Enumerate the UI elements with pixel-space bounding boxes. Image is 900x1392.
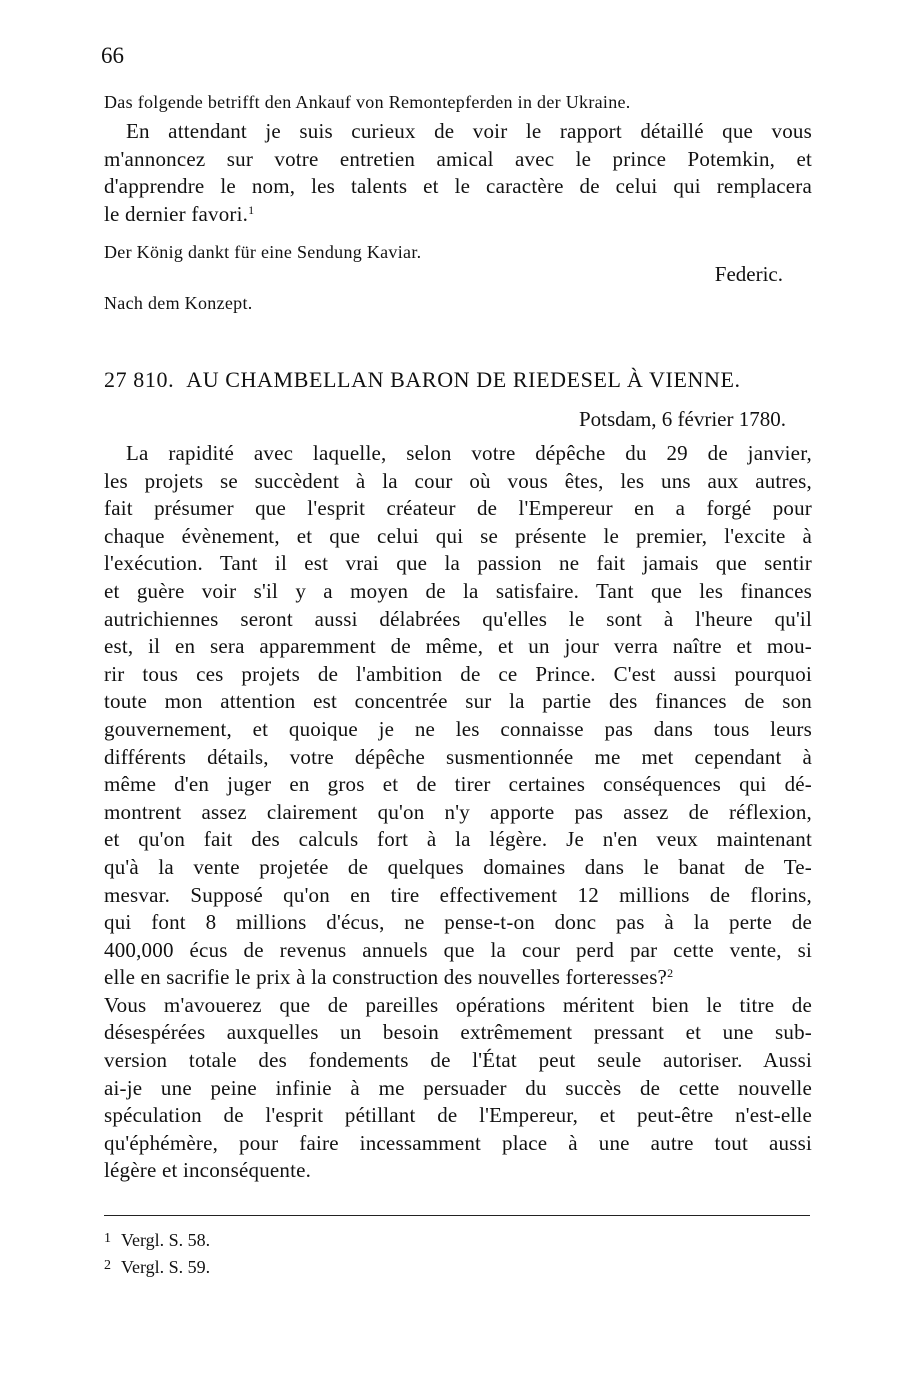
footnote-item (104, 1226, 210, 1253)
paragraph-line: montrent assez clairement qu'on n'y apporte pas assez de réflexion, (104, 799, 812, 824)
paragraph-line: même d'en juger en gros et de tirer certaines conséquences qui dé- (104, 772, 812, 797)
paragraph-line: d'apprendre le nom, les talents et le caractère de celui qui remplacera (104, 174, 812, 199)
dateline: Potsdam, 6 février 1780. (578, 407, 786, 431)
footnote-reference: 2 (667, 966, 674, 981)
footnote-mark: 2 (104, 1258, 111, 1273)
paragraph-line: fait présumer que l'esprit créateur de l'Empereur en a forgé pour (104, 496, 812, 521)
paragraph-line: m'annoncez sur votre entretien amical avec le prince Potemkin, et (104, 146, 812, 171)
paragraph-line: ai-je une peine infinie à me persuader du succès de cette nouvelle (104, 1075, 812, 1100)
paragraph-line: qu'à la vente projetée de quelques domaines dans le banat de Te- (104, 854, 812, 879)
source-note (104, 290, 812, 316)
signature: Federic. (714, 262, 783, 286)
editorial-note-caviar (104, 239, 812, 265)
paragraph-line (104, 964, 812, 992)
paragraph-line: spéculation de l'esprit pétillant de l'Empereur, et peut-être n'est-elle (104, 1103, 812, 1128)
editorial-note-remount-horses (104, 89, 812, 115)
page-number: 66 (101, 43, 124, 68)
paragraph-line: et qu'on fait des calculs fort à la légère. Je n'en veux maintenant (104, 827, 812, 852)
paragraph-line: 400,000 écus de revenus annuels que la cour perd par cette vente, si (104, 937, 812, 962)
paragraph-line: les projets se succèdent à la cour où vous êtes, les uns aux autres, (104, 468, 812, 493)
paragraph-line: autrichiennes seront aussi délabrées qu'elles le sont à l'heure qu'il (104, 606, 812, 631)
paragraph-line: et guère voir s'il y a moyen de la satisfaire. Tant que les finances (104, 578, 812, 603)
paragraph-line: désespérées auxquelles un besoin extrêmement pressant et une sub- (104, 1020, 812, 1045)
letter-addressee: AU CHAMBELLAN BARON DE RIEDESEL À VIENNE. (186, 367, 741, 392)
paragraph-line: qu'éphémère, pour faire incessamment place à une autre tout aussi (104, 1130, 812, 1155)
paragraph-line: chaque évènement, et que celui qui se présente le premier, l'excite à (104, 523, 812, 548)
footnote-text: Vergl. S. 58. (121, 1230, 211, 1250)
footnote-item (104, 1253, 210, 1280)
editorial-note-text: Der König dankt für eine Sendung Kaviar. (104, 242, 422, 262)
editorial-note-text: Das folgende betrifft den Ankauf von Remontepferden in der Ukraine. (104, 92, 631, 112)
paragraph-line: En attendant je suis curieux de voir le rapport détaillé que vous (126, 119, 812, 143)
footnote-mark: 1 (104, 1231, 111, 1246)
footnotes (104, 1226, 210, 1280)
letter-continuation-paragraph (104, 118, 812, 228)
paragraph-line: qui font 8 millions d'écus, ne pense-t-on donc pas à la perte de (104, 910, 812, 935)
paragraph-line: Vous m'avouerez que de pareilles opérations méritent bien le titre de (104, 992, 812, 1017)
paragraph-line-text: elle en sacrifie le prix à la construction des nouvelles forteresses? (104, 965, 668, 990)
paragraph-line: mesvar. Supposé qu'on en tire effectivement 12 millions de florins, (104, 882, 812, 907)
paragraph-line (104, 201, 812, 229)
paragraph-line: version totale des fondements de l'État peut seule autoriser. Aussi (104, 1048, 812, 1073)
footnote-text: Vergl. S. 59. (121, 1257, 211, 1277)
paragraph-line: l'exécution. Tant il est vrai que la passion ne fait jamais que sentir (104, 551, 812, 576)
paragraph-line: rir tous ces projets de l'ambition de ce Prince. C'est aussi pourquoi (104, 661, 812, 686)
paragraph-line-text: le dernier favori. (104, 201, 249, 226)
paragraph-line: toute mon attention est concentrée sur la partie des finances de son (104, 689, 812, 714)
paragraph-line: différents détails, votre dépêche susmentionnée me met cependant à (104, 744, 812, 769)
letter-heading (104, 366, 806, 394)
footnote-reference: 1 (248, 202, 255, 217)
paragraph-line: légère et inconséquente. (104, 1158, 312, 1183)
paragraph-line: La rapidité avec laquelle, selon votre dépêche du 29 de janvier, (126, 441, 812, 465)
letter-body-paragraph (104, 440, 812, 1185)
paragraph-line: gouvernement, et quoique je ne les connaisse pas dans tous leurs (104, 716, 812, 741)
letter-number: 27 810. (104, 367, 175, 392)
source-note-text: Nach dem Konzept. (104, 293, 253, 313)
paragraph-line: est, il en sera apparemment de même, et un jour verra naître et mou- (104, 634, 812, 659)
footnote-divider (104, 1215, 810, 1216)
